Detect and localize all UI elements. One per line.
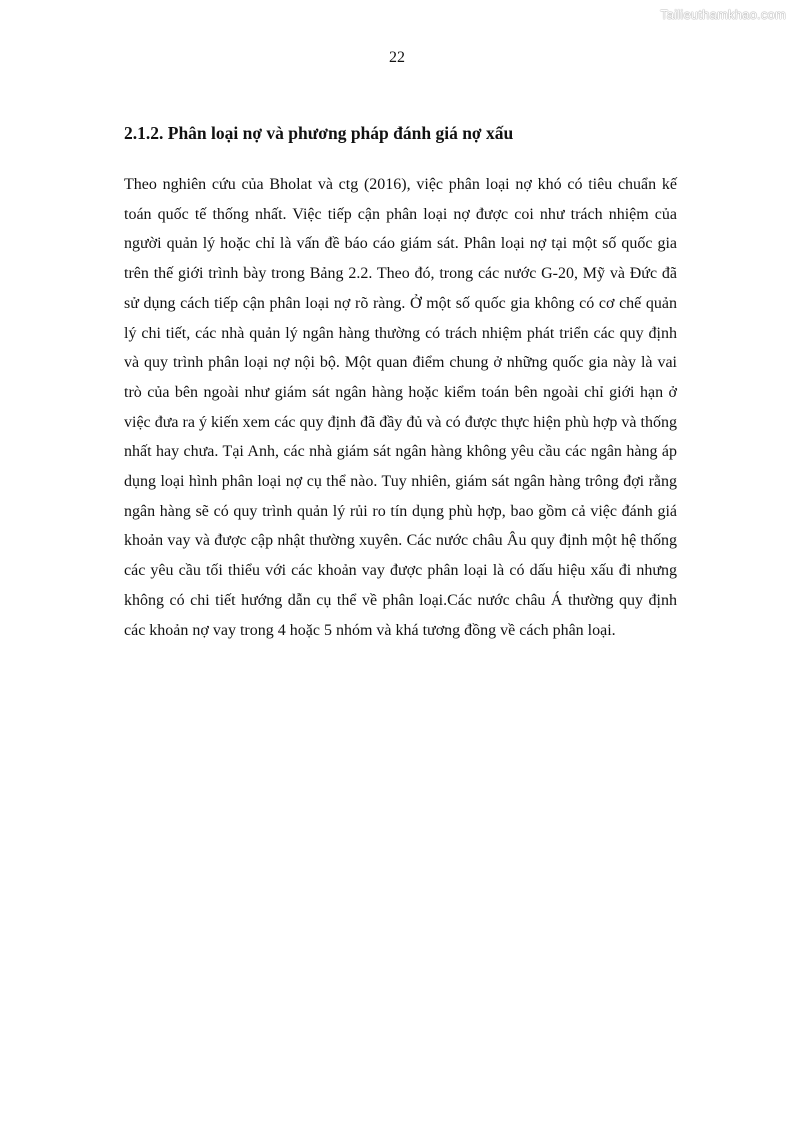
watermark-text: Tailieuthamkhao.com (660, 7, 786, 22)
page-number: 22 (389, 49, 405, 66)
body-paragraph: Theo nghiên cứu của Bholat và ctg (2016), việc phân loại nợ khó có tiêu chuẩn kế toán quốc tế thống nhất. Việc tiếp cận phân loại nợ được coi như trách nhiệm của người quản lý hoặc chỉ là vấn đề báo cáo giám sát. Phân loại nợ tại một số quốc gia trên thế giới trình bày trong Bảng 2.2. Theo đó, trong các nước G-20, Mỹ và Đức đã sử dụng cách tiếp cận phân loại nợ rõ ràng. Ở một số quốc gia không có cơ chế quản lý chi tiết, các nhà quản lý ngân hàng thường có trách nhiệm phát triển các quy định và quy trình phân loại nợ nội bộ. Một quan điểm chung ở những quốc gia này là vai trò của bên ngoài như giám sát ngân hàng hoặc kiểm toán bên ngoài chỉ giới hạn ở việc đưa ra ý kiến xem các quy định đã đầy đủ và có được thực hiện phù hợp và thống nhất hay chưa. Tại Anh, các nhà giám sát ngân hàng không yêu cầu các ngân hàng áp dụng loại hình phân loại nợ cụ thể nào. Tuy nhiên, giám sát ngân hàng trông đợi rằng ngân hàng sẽ có quy trình quản lý rủi ro tín dụng phù hợp, bao gồm cả việc đánh giá khoản vay và được cập nhật thường xuyên. Các nước châu Âu quy định một hệ thống các yêu cầu tối thiểu với các khoản vay được phân loại là có dấu hiệu xấu đi nhưng không có chi tiết hướng dẫn cụ thể về phân loại.Các nước châu Á thường quy định các khoản nợ vay trong 4 hoặc 5 nhóm và khá tương đồng về cách phân loại. (124, 176, 677, 639)
section-heading: 2.1.2. Phân loại nợ và phương pháp đánh giá nợ xấu (124, 123, 514, 143)
